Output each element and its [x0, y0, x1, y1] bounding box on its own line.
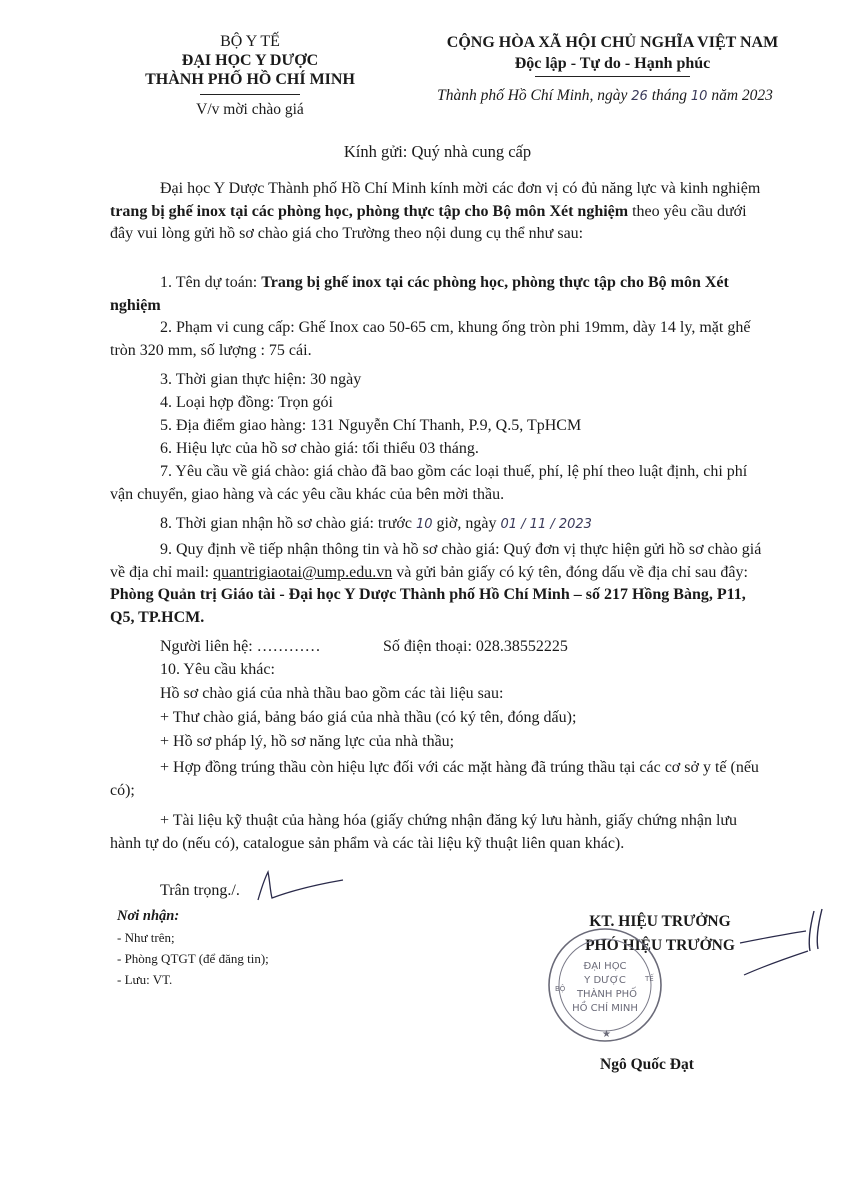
date-month-label: tháng: [651, 87, 688, 104]
nation-title: CỘNG HÒA XÃ HỘI CHỦ NGHĨA VIỆT NAM: [446, 34, 779, 51]
university-name-line1: ĐẠI HỌC Y DƯỢC: [181, 52, 319, 69]
intro-text-2: theo yêu cầu dưới đây vui lòng gửi hồ sơ chào giá cho Trường theo nội dung cụ thể như sau:: [110, 202, 747, 242]
date-suffix: năm 2023: [711, 87, 773, 104]
item-4: 4. Loại hợp đồng: Trọn gói: [160, 394, 333, 411]
stamp-line-3: THÀNH PHỐ: [576, 989, 638, 1000]
signatory-name: Ngô Quốc Đạt: [600, 1056, 694, 1073]
email-link[interactable]: quantrigiaotai@ump.edu.vn: [213, 563, 393, 581]
handwritten-signature: [730, 905, 830, 985]
stamp-right: TẾ: [645, 975, 654, 983]
motto-underline: [535, 76, 690, 77]
recipients-title: Nơi nhận:: [117, 908, 180, 924]
item-8-mid: giờ, ngày: [436, 515, 497, 532]
item-10-b: + Hồ sơ pháp lý, hồ sơ năng lực của nhà thầu;: [160, 733, 455, 750]
item-1-label: 1. Tên dự toán:: [160, 274, 262, 291]
item-10-c: + Hợp đồng trúng thầu còn hiệu lực đối với các mặt hàng đã trúng thầu tại các cơ sở y tế (nếu có);: [110, 759, 759, 799]
date-month-handwritten: 10: [690, 89, 708, 104]
item-1-bold: Trang bị ghế inox tại các phòng học, phòng thực tập cho Bộ môn Xét nghiệm: [110, 274, 729, 314]
item-2: 2. Phạm vi cung cấp: Ghế Inox cao 50-65 cm, khung ống tròn phi 19mm, dày 14 ly, mặt ghế tròn 320 mm, số lượng : 75 cái.: [110, 319, 751, 359]
recipient-3: - Lưu: VT.: [117, 972, 173, 987]
contact-person: Người liên hệ: …………: [160, 638, 321, 655]
stamp-line-2: Y DƯỢC: [584, 975, 626, 986]
national-header: [405, 32, 820, 74]
item-7: 7. Yêu cầu về giá chào: giá chào đã bao gồm các loại thuế, phí, lệ phí theo luật định, chi phí vận chuyển, giao hàng và các yêu cầu khác của bên mời thầu.: [110, 463, 748, 503]
greeting: Kính gửi: Quý nhà cung cấp: [343, 142, 532, 161]
initials-mark: [248, 868, 348, 908]
intro-paragraph: [110, 178, 765, 246]
intro-bold: trang bị ghế inox tại các phòng học, phòng thực tập cho Bộ môn Xét nghiệm: [110, 202, 629, 220]
item-8: [160, 513, 765, 537]
item-10-a: + Thư chào giá, bảng báo giá của nhà thầu (có ký tên, đóng dấu);: [160, 709, 577, 726]
stamp-line-1: ĐẠI HỌC: [583, 961, 627, 972]
document-subject: V/v mời chào giá: [196, 101, 304, 118]
issuer-underline: [200, 94, 300, 95]
item-9-text-1: 9. Quy định về tiếp nhận thông tin và hồ sơ chào giá: Quý đơn vị thực hiện gửi hồ sơ chào giá về địa chỉ mail:: [110, 541, 762, 581]
document-date: [400, 87, 810, 105]
item-9-text-2: và gửi bản giấy có ký tên, đóng dấu về địa chỉ sau đây:: [392, 563, 748, 581]
item-3: 3. Thời gian thực hiện: 30 ngày: [160, 371, 362, 388]
ministry-name: BỘ Y TẾ: [220, 33, 280, 50]
national-motto: Độc lập - Tự do - Hạnh phúc: [514, 55, 711, 72]
item-5: 5. Địa điểm giao hàng: 131 Nguyễn Chí Thanh, P.9, Q.5, TpHCM: [160, 417, 582, 434]
official-stamp: [545, 925, 665, 1045]
closing: Trân trọng./.: [160, 882, 240, 899]
item-8-date-handwritten: 01 / 11 / 2023: [500, 517, 592, 532]
intro-text-1: Đại học Y Dược Thành phố Hồ Chí Minh kính mời các đơn vị có đủ năng lực và kinh nghiệm: [160, 180, 761, 197]
item-8-prefix: 8. Thời gian nhận hồ sơ chào giá: trước: [160, 515, 412, 532]
signatory-title-2: PHÓ HIỆU TRƯỞNG: [585, 937, 735, 954]
stamp-star-icon: ★: [602, 1029, 611, 1040]
item-6: 6. Hiệu lực của hồ sơ chào giá: tối thiểu 03 tháng.: [160, 440, 479, 457]
date-day-handwritten: 26: [631, 89, 648, 104]
stamp-left: BỘ: [555, 985, 566, 993]
contact-phone: Số điện thoại: 028.38552225: [383, 638, 568, 655]
item-10-d: + Tài liệu kỹ thuật của hàng hóa (giấy chứng nhận đăng ký lưu hành, giấy chứng nhận lưu hành tự do (nếu có), catalogue sản phẩm và các tài liệu kỹ thuật liên quan khác).: [110, 812, 738, 852]
university-name-line2: THÀNH PHỐ HỒ CHÍ MINH: [145, 71, 355, 88]
issuer-block: [100, 32, 400, 89]
item-9: [110, 539, 765, 629]
recipient-1: - Như trên;: [117, 930, 175, 945]
recipients-block: [117, 906, 269, 990]
item-8-hour-handwritten: 10: [415, 517, 433, 532]
item-10-intro: Hồ sơ chào giá của nhà thầu bao gồm các tài liệu sau:: [160, 685, 504, 702]
item-9-address: Phòng Quản trị Giáo tài - Đại học Y Dược Thành phố Hồ Chí Minh – số 217 Hồng Bàng, P11, Q5, TP.HCM.: [110, 586, 746, 626]
item-1: [110, 272, 765, 317]
recipient-2: - Phòng QTGT (để đăng tin);: [117, 951, 269, 966]
item-10: 10. Yêu cầu khác:: [160, 661, 275, 678]
date-prefix: Thành phố Hồ Chí Minh, ngày: [437, 87, 628, 104]
signatory-title-1: KT. HIỆU TRƯỞNG: [589, 913, 731, 930]
stamp-line-4: HỒ CHÍ MINH: [572, 1003, 638, 1014]
